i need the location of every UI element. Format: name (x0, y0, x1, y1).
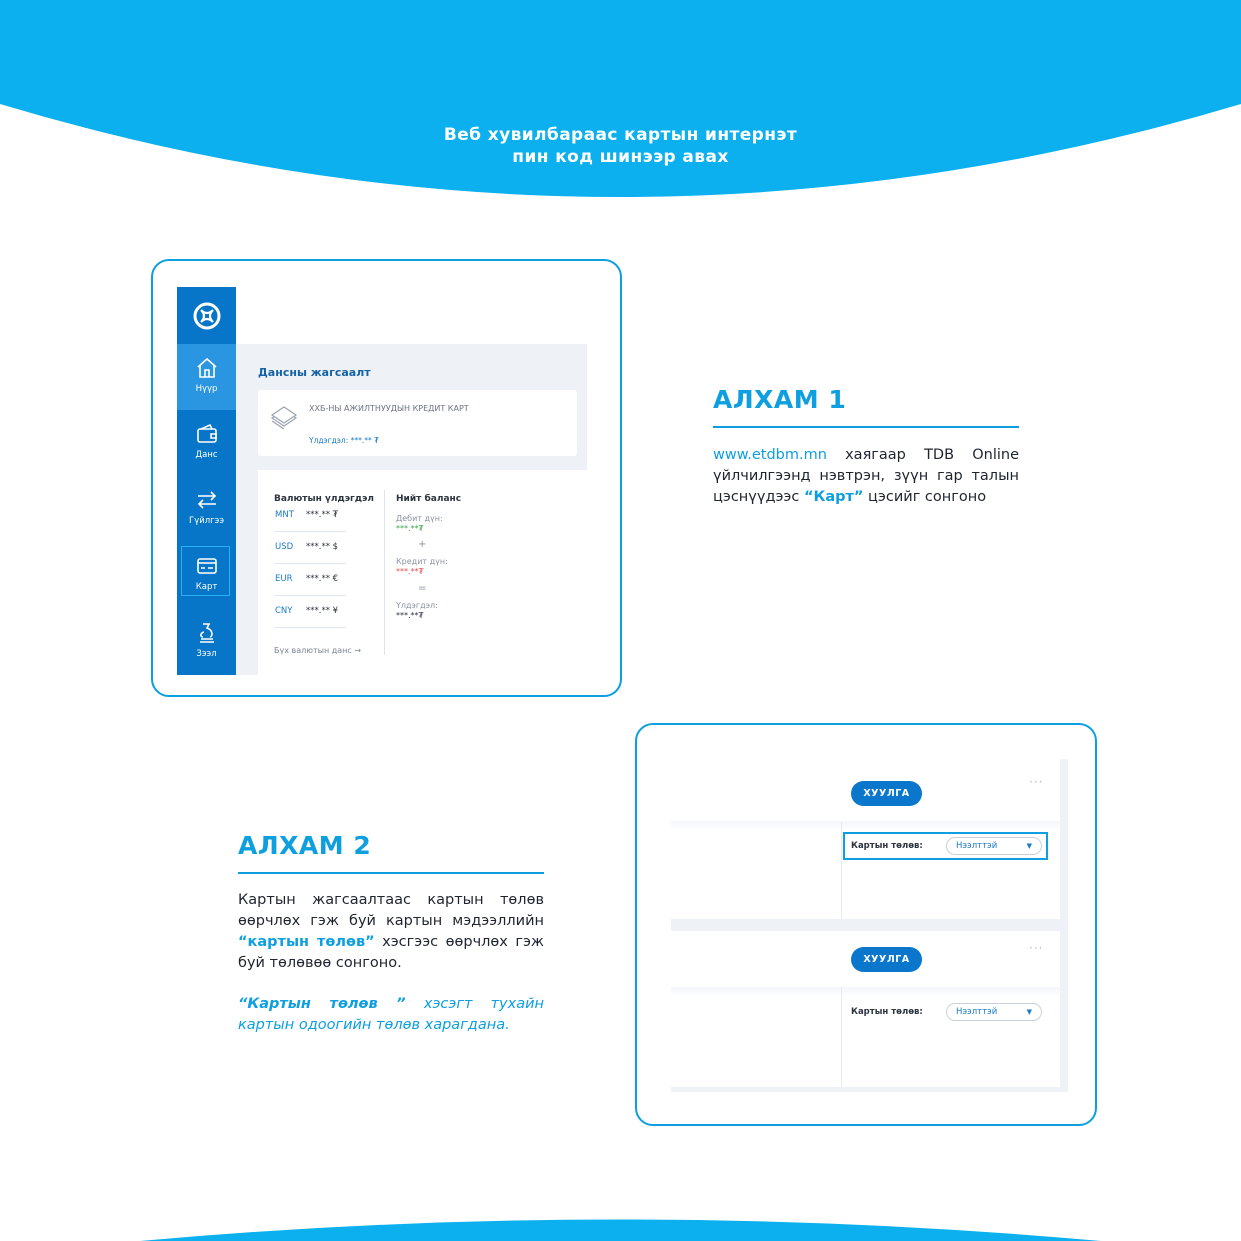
step2-text-a: Картын жагсаалтаас картын төлөв өөрчлөх гэж буй картын мэдээллийн (238, 892, 544, 929)
step2-note (238, 994, 544, 1036)
list-item[interactable] (274, 596, 346, 628)
remain-label: Үлдэгдэл: (396, 601, 438, 610)
card-status-value: Нээлттэй (956, 1007, 998, 1017)
logo-icon[interactable] (177, 287, 236, 344)
loan-icon (195, 621, 219, 645)
section-title: Дансны жагсаалт (258, 366, 371, 379)
sidebar-item-card[interactable] (177, 542, 236, 608)
screenshot-frame-2 (635, 723, 1097, 1126)
header-band (0, 0, 1241, 200)
bank-dashboard-screenshot (177, 287, 587, 675)
step2-text-b: хэсгээс өөрчлөх гэж буй төлөвөө сонгоно. (238, 934, 544, 971)
currency-value: ***.** ¥ (306, 606, 339, 616)
remain-value: ***.**₮ (396, 611, 424, 620)
account-card[interactable] (258, 390, 577, 456)
step2-text (238, 890, 544, 974)
money-stack-icon (270, 404, 298, 430)
card-status-label: Картын төлөв: (851, 1007, 923, 1017)
chevron-down-icon: ▼ (1026, 1008, 1032, 1016)
more-icon[interactable]: ··· (1029, 941, 1044, 955)
equals-sign: = (418, 583, 427, 594)
currency-value: ***.** ₮ (306, 510, 339, 520)
step1-highlight: “Карт” (803, 489, 864, 505)
card-status-label: Картын төлөв: (851, 841, 923, 851)
footer-band (0, 1212, 1241, 1241)
currency-code: EUR (275, 574, 293, 584)
column-divider (841, 821, 842, 919)
sidebar-item-label: Карт (195, 582, 218, 592)
statement-button[interactable]: ХУУЛГА (851, 947, 922, 972)
step1-text-a: хаягаар TDB Online үйлчилгээнд нэвтрэн, зүүн гар талын цэснүүдээс (713, 447, 1019, 505)
screenshot-frame-1 (151, 259, 622, 697)
page-title (0, 124, 1241, 168)
sidebar-item-loan[interactable] (177, 609, 236, 675)
more-icon[interactable]: ··· (1029, 775, 1044, 789)
bank-url-link[interactable]: www.etdbm.mn (713, 447, 827, 463)
currency-value: ***.** $ (306, 542, 339, 552)
card-panel (671, 931, 1060, 1087)
card-status-value: Нээлттэй (956, 841, 998, 851)
step1-rule (713, 426, 1019, 428)
sidebar-item-label: Нүүр (195, 384, 218, 394)
wallet-icon (195, 422, 219, 446)
account-name: ХХБ-НЫ АЖИЛТНУУДЫН КРЕДИТ КАРТ (309, 404, 469, 413)
currency-code: USD (275, 542, 294, 552)
list-item[interactable] (274, 564, 346, 596)
home-icon (195, 356, 219, 380)
currency-code: CNY (275, 606, 293, 616)
credit-label: Кредит дүн: (396, 557, 448, 566)
total-header: Нийт баланс (396, 494, 462, 504)
currency-header: Валютын үлдэгдэл (274, 494, 374, 504)
sidebar (177, 287, 236, 675)
page-title-line2: пин код шинээр авах (512, 147, 729, 167)
sidebar-item-label: Данс (195, 450, 218, 460)
card-status-select[interactable] (946, 1003, 1042, 1021)
step2-highlight: “картын төлөв” (238, 934, 375, 950)
currency-code: MNT (275, 510, 294, 520)
list-item[interactable] (274, 500, 346, 532)
step2-note-text: хэсэгт тухайн картын одоогийн төлөв харагдана. (238, 996, 545, 1033)
dashboard-content (236, 344, 587, 675)
statement-button[interactable]: ХУУЛГА (851, 781, 922, 806)
sidebar-item-account[interactable] (177, 410, 236, 476)
step2-note-bold: “Картын төлөв ” (238, 996, 406, 1012)
panel-divider (671, 821, 1060, 831)
card-list-screenshot (671, 759, 1068, 1092)
account-balance: Үлдэгдэл: ***.** ₮ (309, 436, 379, 445)
selection-highlight (181, 546, 230, 596)
column-divider (841, 987, 842, 1087)
all-currency-accounts-link[interactable]: Бүх валютын данс → (274, 646, 362, 655)
panel-divider (671, 987, 1060, 997)
step2-rule (238, 872, 544, 874)
balance-panel (258, 470, 587, 675)
sidebar-item-home[interactable] (177, 344, 236, 410)
credit-value: ***.**₮ (396, 567, 424, 576)
card-panel (671, 759, 1060, 919)
transfer-icon (195, 488, 219, 512)
step2-title: АЛХАМ 2 (238, 831, 372, 860)
step1-text-b: цэсийг сонгоно (863, 489, 987, 505)
step1-text (713, 445, 1019, 508)
debit-value: ***.**₮ (396, 524, 424, 533)
plus-sign: + (418, 539, 427, 550)
page-title-line1: Веб хувилбараас картын интернэт (443, 125, 798, 145)
sidebar-item-transactions[interactable] (177, 476, 236, 542)
sidebar-item-label: Зээл (196, 649, 217, 659)
list-item[interactable] (274, 532, 346, 564)
divider (384, 490, 385, 655)
sidebar-item-label: Гүйлгээ (189, 516, 224, 526)
debit-label: Дебит дүн: (396, 514, 443, 523)
chevron-down-icon: ▼ (1026, 842, 1032, 850)
status-highlight-box (843, 832, 1048, 860)
currency-value: ***.** € (306, 574, 339, 584)
step1-title: АЛХАМ 1 (713, 385, 847, 414)
